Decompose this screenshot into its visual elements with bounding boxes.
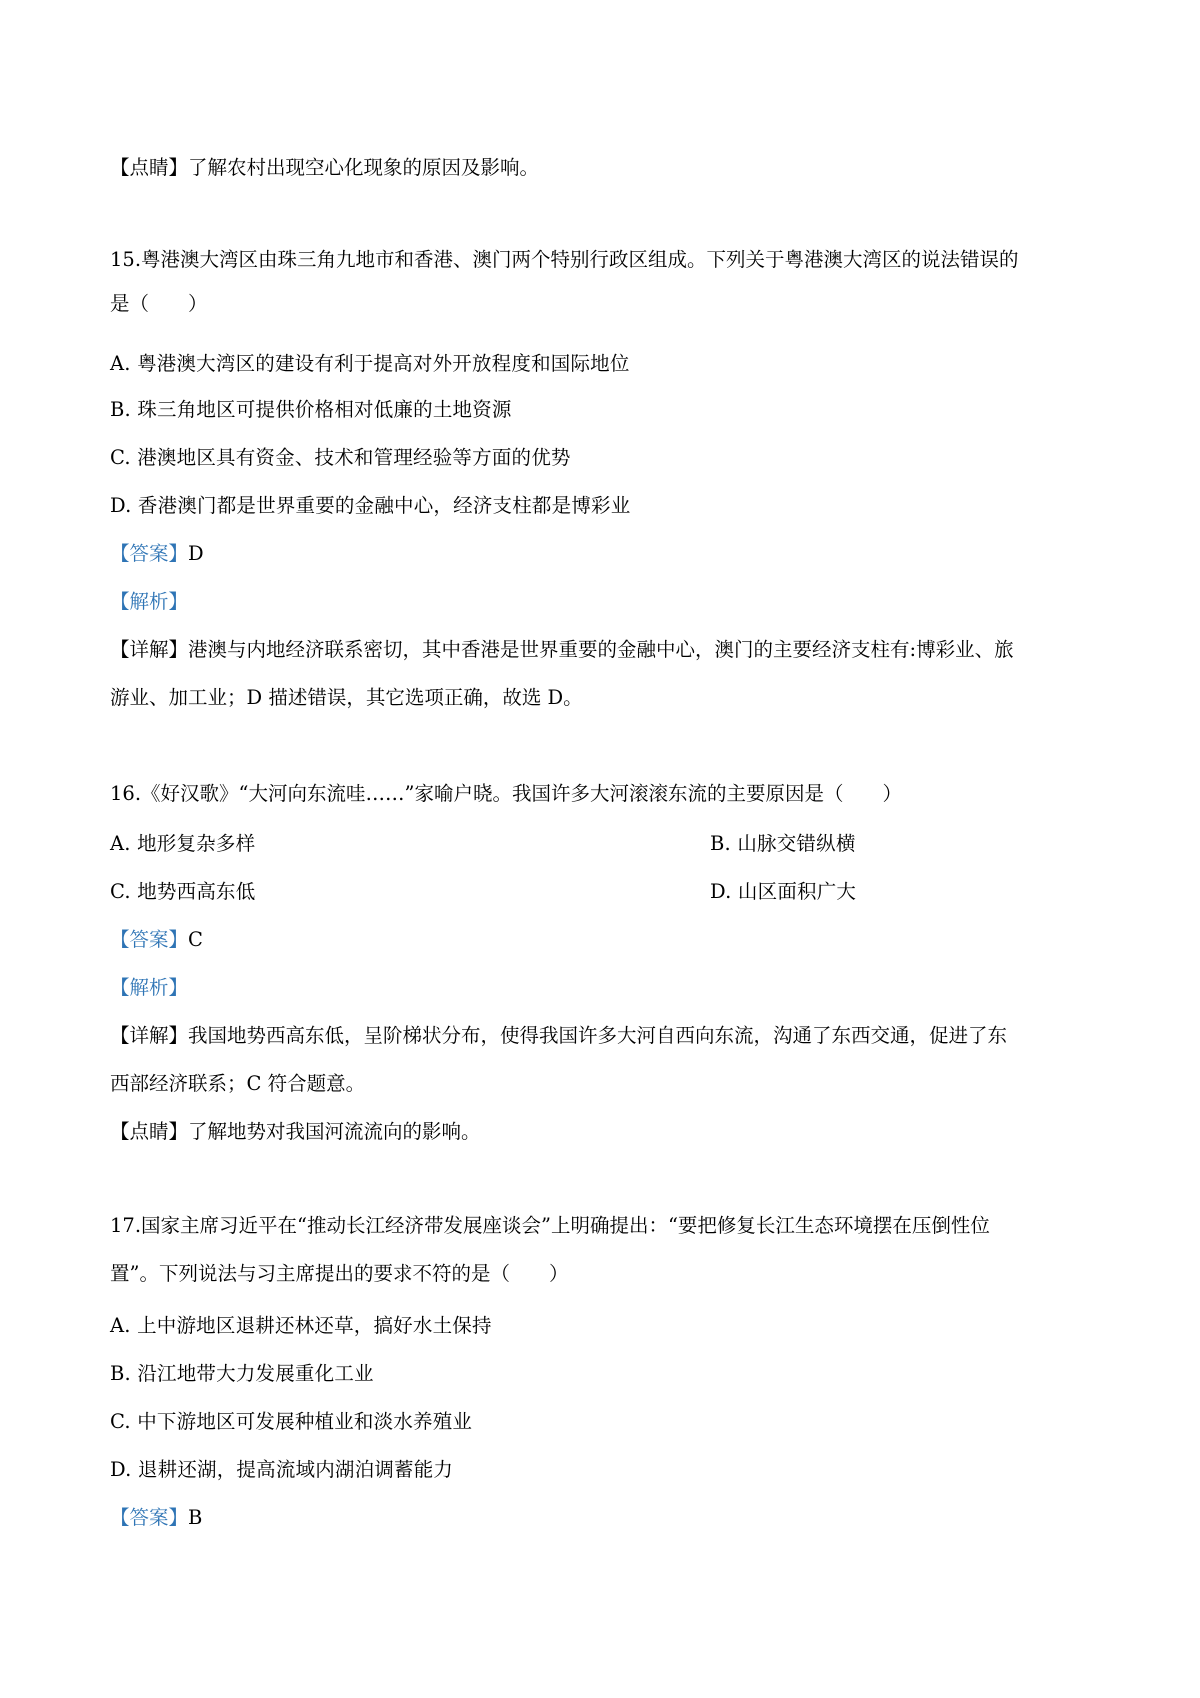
q17-stem-line1: 17.国家主席习近平在“推动长江经济带发展座谈会”上明确提出：“要把修复长江生态环境摆在压倒性位 [110,1214,990,1237]
q15-option-a: A. 粤港澳大湾区的建设有利于提高对外开放程度和国际地位 [110,352,630,375]
q15-stem-line2: 是（ ） [110,292,208,315]
q16-answer [110,926,1100,954]
q17-option-b: B. 沿江地带大力发展重化工业 [110,1362,374,1385]
q17-answer-label: 【答案】 [110,1506,189,1529]
q15-detail-line1: 【详解】港澳与内地经济联系密切，其中香港是世界重要的金融中心，澳门的主要经济支柱有:博彩业、旅 [110,638,1014,661]
q17-answer [110,1504,1100,1532]
q16-option-d: D. 山区面积广大 [710,880,857,903]
q15-option-b: B. 珠三角地区可提供价格相对低廉的土地资源 [110,398,512,421]
q16-detail-line2: 西部经济联系；C 符合题意。 [110,1072,366,1095]
q16-options-row1 [110,830,1100,858]
q15-jiexi: 【解析】 [110,590,189,613]
q15-answer [110,540,1100,568]
q16-stem: 16.《好汉歌》“大河向东流哇……”家喻户晓。我国许多大河滚滚东流的主要原因是（ ） [110,782,902,805]
q17-option-a: A. 上中游地区退耕还林还草，搞好水土保持 [110,1314,492,1337]
q15-answer-label: 【答案】 [110,542,189,565]
q16-detail-line1: 【详解】我国地势西高东低，呈阶梯状分布，使得我国许多大河自西向东流，沟通了东西交通，促进了东 [110,1024,1008,1047]
q16-jiexi: 【解析】 [110,976,189,999]
q17-answer-value: B [188,1506,203,1529]
q17-stem-line2: 置”。下列说法与习主席提出的要求不符的是（ ） [110,1262,569,1285]
q17-option-d: D. 退耕还湖，提高流域内湖泊调蓄能力 [110,1458,454,1481]
q16-options-row2 [110,878,1100,906]
q15-detail-line2: 游业、加工业；D 描述错误，其它选项正确，故选 D。 [110,686,583,709]
prev-dianjing: 【点睛】了解农村出现空心化现象的原因及影响。 [110,156,540,179]
q15-answer-value: D [188,542,204,565]
q16-answer-value: C [188,928,203,951]
q15-option-c: C. 港澳地区具有资金、技术和管理经验等方面的优势 [110,446,571,469]
q16-option-b: B. 山脉交错纵横 [710,832,856,855]
q17-option-c: C. 中下游地区可发展种植业和淡水养殖业 [110,1410,473,1433]
q16-option-a: A. 地形复杂多样 [110,832,256,855]
q15-stem-line1: 15.粤港澳大湾区由珠三角九地市和香港、澳门两个特别行政区组成。下列关于粤港澳大湾区的说法错误的 [110,248,1019,271]
q16-answer-label: 【答案】 [110,928,189,951]
q16-option-c: C. 地势西高东低 [110,880,256,903]
q16-dianjing: 【点睛】了解地势对我国河流流向的影响。 [110,1120,481,1143]
q15-option-d: D. 香港澳门都是世界重要的金融中心，经济支柱都是博彩业 [110,494,631,517]
